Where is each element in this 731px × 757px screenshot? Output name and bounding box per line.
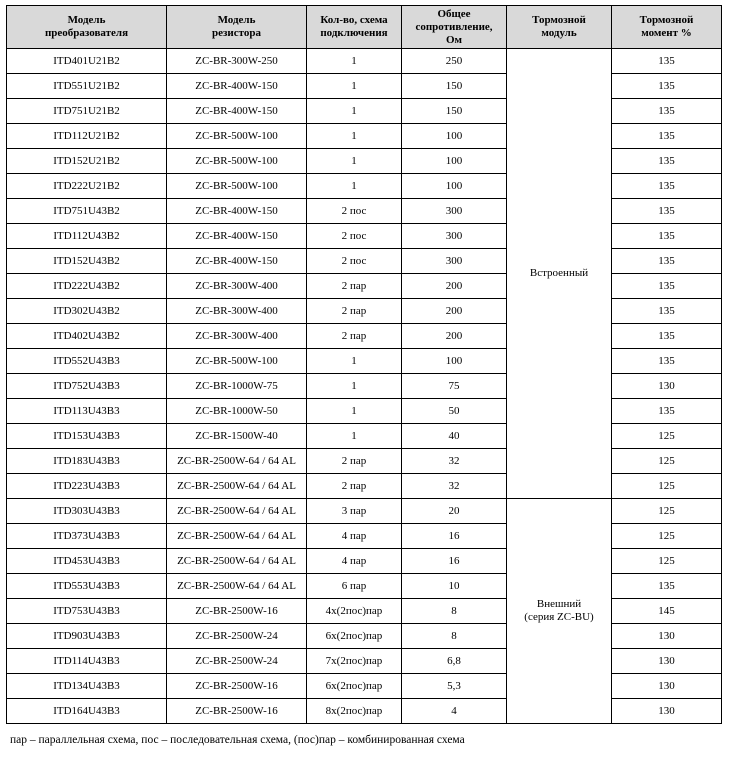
cell-quantity-scheme: 1 <box>307 349 402 374</box>
cell-converter-model: ITD112U21B2 <box>7 124 167 149</box>
cell-brake-torque: 130 <box>612 624 722 649</box>
cell-quantity-scheme: 8х(2пос)пар <box>307 699 402 724</box>
table-row <box>7 649 722 674</box>
cell-quantity-scheme: 4 пар <box>307 549 402 574</box>
cell-total-resistance: 16 <box>402 549 507 574</box>
cell-quantity-scheme: 2 пар <box>307 299 402 324</box>
table-row <box>7 374 722 399</box>
cell-brake-torque: 125 <box>612 549 722 574</box>
cell-resistor-model: ZC-BR-2500W-64 / 64 AL <box>167 549 307 574</box>
cell-converter-model: ITD114U43B3 <box>7 649 167 674</box>
cell-brake-torque: 135 <box>612 324 722 349</box>
cell-brake-torque: 135 <box>612 249 722 274</box>
header-line: Кол-во, схема <box>320 14 388 26</box>
cell-quantity-scheme: 1 <box>307 49 402 74</box>
cell-converter-model: ITD302U43B2 <box>7 299 167 324</box>
header-quantity-scheme <box>307 6 402 49</box>
cell-quantity-scheme: 2 пос <box>307 199 402 224</box>
cell-resistor-model: ZC-BR-500W-100 <box>167 149 307 174</box>
cell-total-resistance: 8 <box>402 624 507 649</box>
cell-total-resistance: 200 <box>402 324 507 349</box>
cell-converter-model: ITD152U43B2 <box>7 249 167 274</box>
cell-brake-torque: 130 <box>612 649 722 674</box>
cell-converter-model: ITD751U43B2 <box>7 199 167 224</box>
cell-quantity-scheme: 2 пар <box>307 274 402 299</box>
table-row <box>7 399 722 424</box>
cell-resistor-model: ZC-BR-2500W-64 / 64 AL <box>167 449 307 474</box>
cell-resistor-model: ZC-BR-400W-150 <box>167 224 307 249</box>
cell-brake-torque: 135 <box>612 149 722 174</box>
cell-resistor-model: ZC-BR-500W-100 <box>167 349 307 374</box>
braking-resistor-table <box>6 5 722 724</box>
header-line: подключения <box>320 27 388 39</box>
table-row <box>7 424 722 449</box>
cell-quantity-scheme: 1 <box>307 399 402 424</box>
cell-converter-model: ITD153U43B3 <box>7 424 167 449</box>
cell-quantity-scheme: 7х(2пос)пар <box>307 649 402 674</box>
cell-quantity-scheme: 2 пос <box>307 249 402 274</box>
cell-total-resistance: 150 <box>402 74 507 99</box>
cell-converter-model: ITD112U43B2 <box>7 224 167 249</box>
cell-quantity-scheme: 4х(2пос)пар <box>307 599 402 624</box>
cell-total-resistance: 5,3 <box>402 674 507 699</box>
cell-resistor-model: ZC-BR-2500W-64 / 64 AL <box>167 499 307 524</box>
cell-total-resistance: 16 <box>402 524 507 549</box>
table-row <box>7 324 722 349</box>
cell-converter-model: ITD134U43B3 <box>7 674 167 699</box>
header-row <box>7 6 722 49</box>
cell-resistor-model: ZC-BR-400W-150 <box>167 249 307 274</box>
cell-quantity-scheme: 1 <box>307 424 402 449</box>
header-line: Общее <box>437 7 471 20</box>
cell-quantity-scheme: 2 пос <box>307 224 402 249</box>
table-row <box>7 224 722 249</box>
cell-converter-model: ITD753U43B3 <box>7 599 167 624</box>
header-line: резистора <box>211 27 262 39</box>
header-line: модуль <box>541 27 577 39</box>
cell-quantity-scheme: 6х(2пос)пар <box>307 674 402 699</box>
cell-brake-module <box>507 49 612 499</box>
table-row <box>7 299 722 324</box>
header-line: преобразователя <box>44 27 129 39</box>
cell-converter-model: ITD751U21B2 <box>7 99 167 124</box>
cell-brake-torque: 135 <box>612 74 722 99</box>
cell-resistor-model: ZC-BR-300W-400 <box>167 274 307 299</box>
cell-brake-torque: 135 <box>612 49 722 74</box>
brake-module-line: (серия ZC-BU) <box>524 611 594 623</box>
cell-total-resistance: 20 <box>402 499 507 524</box>
cell-quantity-scheme: 1 <box>307 74 402 99</box>
cell-quantity-scheme: 2 пар <box>307 324 402 349</box>
table-row <box>7 449 722 474</box>
cell-total-resistance: 150 <box>402 99 507 124</box>
table-row <box>7 499 722 524</box>
cell-brake-torque: 135 <box>612 349 722 374</box>
table-row <box>7 349 722 374</box>
cell-converter-model: ITD551U21B2 <box>7 74 167 99</box>
table-row <box>7 199 722 224</box>
cell-quantity-scheme: 1 <box>307 174 402 199</box>
cell-brake-torque: 125 <box>612 524 722 549</box>
cell-brake-torque: 135 <box>612 399 722 424</box>
cell-brake-torque: 130 <box>612 674 722 699</box>
table-row <box>7 624 722 649</box>
table-row <box>7 574 722 599</box>
cell-total-resistance: 8 <box>402 599 507 624</box>
header-resistor-model <box>167 6 307 49</box>
cell-brake-torque: 125 <box>612 449 722 474</box>
table-row <box>7 74 722 99</box>
header-line: сопротивление, <box>415 20 493 33</box>
table-row <box>7 274 722 299</box>
table-row <box>7 249 722 274</box>
table-body <box>7 49 722 724</box>
table-row <box>7 174 722 199</box>
cell-resistor-model: ZC-BR-1000W-50 <box>167 399 307 424</box>
cell-brake-torque: 130 <box>612 374 722 399</box>
cell-quantity-scheme: 6 пар <box>307 574 402 599</box>
cell-total-resistance: 4 <box>402 699 507 724</box>
cell-brake-torque: 135 <box>612 199 722 224</box>
table-row <box>7 699 722 724</box>
cell-converter-model: ITD401U21B2 <box>7 49 167 74</box>
cell-resistor-model: ZC-BR-500W-100 <box>167 124 307 149</box>
header-total-resistance <box>402 6 507 49</box>
cell-brake-torque: 135 <box>612 124 722 149</box>
cell-brake-torque: 125 <box>612 474 722 499</box>
cell-total-resistance: 200 <box>402 299 507 324</box>
cell-total-resistance: 100 <box>402 149 507 174</box>
cell-total-resistance: 75 <box>402 374 507 399</box>
cell-converter-model: ITD402U43B2 <box>7 324 167 349</box>
cell-brake-torque: 125 <box>612 499 722 524</box>
cell-brake-torque: 135 <box>612 299 722 324</box>
cell-converter-model: ITD453U43B3 <box>7 549 167 574</box>
cell-total-resistance: 100 <box>402 124 507 149</box>
cell-resistor-model: ZC-BR-1500W-40 <box>167 424 307 449</box>
cell-brake-torque: 125 <box>612 424 722 449</box>
cell-brake-torque: 135 <box>612 174 722 199</box>
cell-resistor-model: ZC-BR-2500W-64 / 64 AL <box>167 474 307 499</box>
cell-resistor-model: ZC-BR-300W-400 <box>167 299 307 324</box>
footnote: пар – параллельная схема, пос – последовательная схема, (пос)пар – комбинированная схема <box>10 734 465 746</box>
table-row <box>7 149 722 174</box>
cell-converter-model: ITD903U43B3 <box>7 624 167 649</box>
cell-resistor-model: ZC-BR-500W-100 <box>167 174 307 199</box>
cell-resistor-model: ZC-BR-1000W-75 <box>167 374 307 399</box>
cell-quantity-scheme: 1 <box>307 124 402 149</box>
header-converter-model <box>7 6 167 49</box>
cell-resistor-model: ZC-BR-300W-400 <box>167 324 307 349</box>
cell-resistor-model: ZC-BR-400W-150 <box>167 99 307 124</box>
cell-converter-model: ITD552U43B3 <box>7 349 167 374</box>
cell-converter-model: ITD752U43B3 <box>7 374 167 399</box>
cell-converter-model: ITD113U43B3 <box>7 399 167 424</box>
header-brake-torque <box>612 6 722 49</box>
cell-total-resistance: 300 <box>402 224 507 249</box>
cell-total-resistance: 200 <box>402 274 507 299</box>
header-line: момент % <box>641 27 692 39</box>
header-line: Ом <box>445 33 463 46</box>
cell-converter-model: ITD222U43B2 <box>7 274 167 299</box>
cell-total-resistance: 6,8 <box>402 649 507 674</box>
cell-total-resistance: 100 <box>402 349 507 374</box>
header-line: Тормозной <box>639 14 694 26</box>
cell-total-resistance: 50 <box>402 399 507 424</box>
cell-total-resistance: 250 <box>402 49 507 74</box>
cell-converter-model: ITD183U43B3 <box>7 449 167 474</box>
header-line: Модель <box>217 14 256 26</box>
cell-quantity-scheme: 2 пар <box>307 449 402 474</box>
header-line: Модель <box>67 14 106 26</box>
table-row <box>7 524 722 549</box>
cell-resistor-model: ZC-BR-2500W-64 / 64 AL <box>167 524 307 549</box>
cell-resistor-model: ZC-BR-400W-150 <box>167 199 307 224</box>
cell-resistor-model: ZC-BR-2500W-16 <box>167 674 307 699</box>
table-row <box>7 474 722 499</box>
cell-quantity-scheme: 1 <box>307 149 402 174</box>
cell-total-resistance: 300 <box>402 249 507 274</box>
cell-quantity-scheme: 6х(2пос)пар <box>307 624 402 649</box>
header-brake-module <box>507 6 612 49</box>
cell-converter-model: ITD373U43B3 <box>7 524 167 549</box>
cell-resistor-model: ZC-BR-2500W-24 <box>167 649 307 674</box>
header-line: Тормозной <box>532 14 586 26</box>
cell-total-resistance: 32 <box>402 474 507 499</box>
cell-converter-model: ITD223U43B3 <box>7 474 167 499</box>
table-row <box>7 99 722 124</box>
cell-total-resistance: 10 <box>402 574 507 599</box>
cell-brake-torque: 135 <box>612 274 722 299</box>
cell-total-resistance: 32 <box>402 449 507 474</box>
cell-brake-torque: 135 <box>612 224 722 249</box>
cell-total-resistance: 300 <box>402 199 507 224</box>
cell-resistor-model: ZC-BR-2500W-24 <box>167 624 307 649</box>
cell-converter-model: ITD152U21B2 <box>7 149 167 174</box>
cell-total-resistance: 40 <box>402 424 507 449</box>
table-row <box>7 124 722 149</box>
cell-resistor-model: ZC-BR-300W-250 <box>167 49 307 74</box>
table-row <box>7 599 722 624</box>
cell-resistor-model: ZC-BR-2500W-16 <box>167 599 307 624</box>
cell-quantity-scheme: 3 пар <box>307 499 402 524</box>
cell-converter-model: ITD222U21B2 <box>7 174 167 199</box>
cell-resistor-model: ZC-BR-2500W-16 <box>167 699 307 724</box>
cell-total-resistance: 100 <box>402 174 507 199</box>
cell-brake-module <box>507 499 612 724</box>
cell-quantity-scheme: 1 <box>307 99 402 124</box>
cell-quantity-scheme: 2 пар <box>307 474 402 499</box>
cell-converter-model: ITD164U43B3 <box>7 699 167 724</box>
cell-brake-torque: 145 <box>612 599 722 624</box>
table-row <box>7 549 722 574</box>
cell-resistor-model: ZC-BR-400W-150 <box>167 74 307 99</box>
cell-converter-model: ITD553U43B3 <box>7 574 167 599</box>
brake-module-line: Встроенный <box>529 267 589 279</box>
cell-brake-torque: 135 <box>612 99 722 124</box>
cell-quantity-scheme: 4 пар <box>307 524 402 549</box>
cell-quantity-scheme: 1 <box>307 374 402 399</box>
cell-brake-torque: 135 <box>612 574 722 599</box>
cell-brake-torque: 130 <box>612 699 722 724</box>
cell-converter-model: ITD303U43B3 <box>7 499 167 524</box>
table-row <box>7 49 722 74</box>
table-row <box>7 674 722 699</box>
brake-module-line: Внешний <box>536 598 582 610</box>
cell-resistor-model: ZC-BR-2500W-64 / 64 AL <box>167 574 307 599</box>
